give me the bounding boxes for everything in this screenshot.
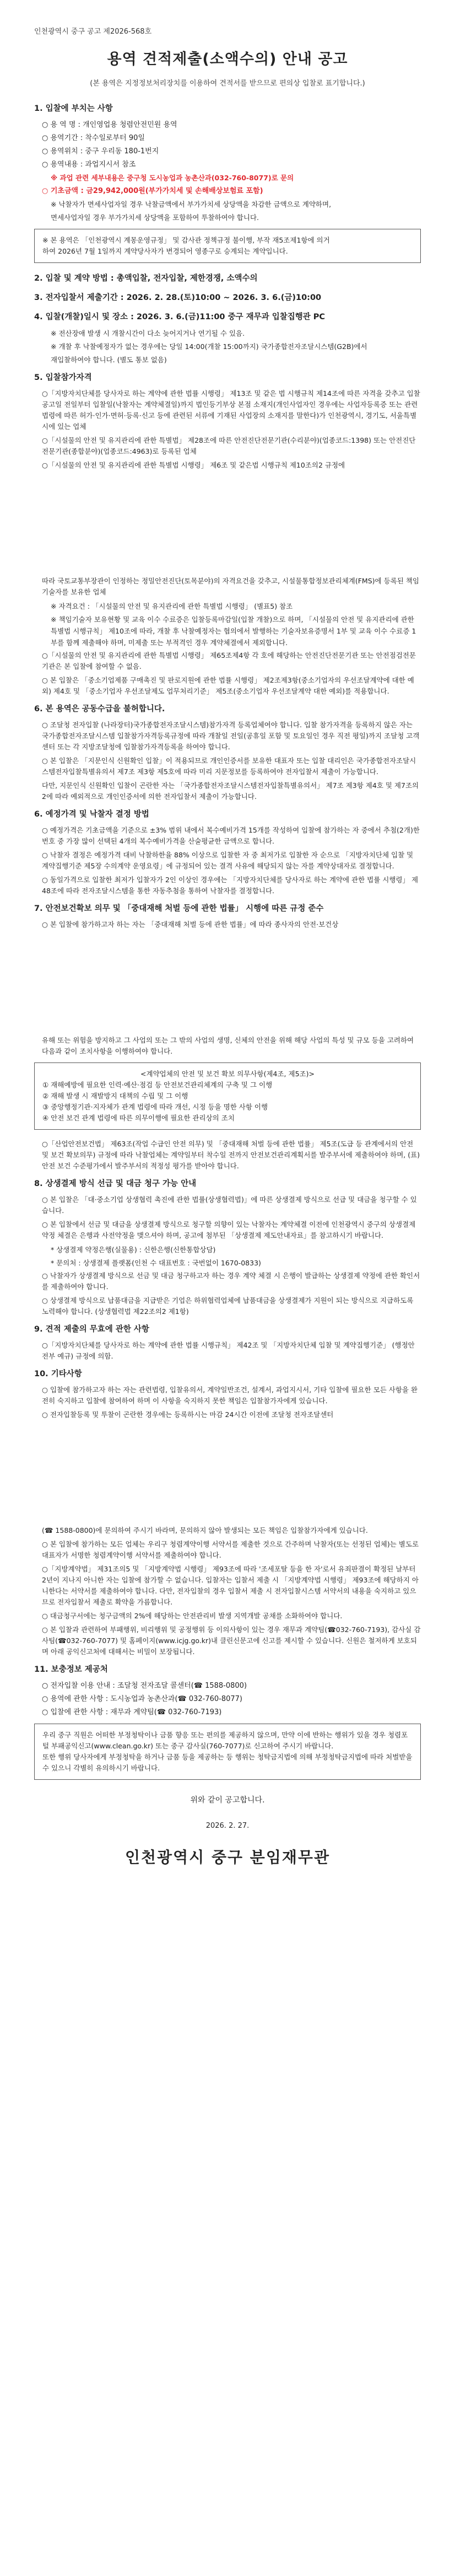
section-10-heading: 10. 기타사항 bbox=[34, 1370, 82, 1378]
doc-intro: (본 용역은 지정정보처리장치를 이용하여 견적서를 받으므로 편의상 입찰로 표기합니다.) bbox=[90, 79, 365, 88]
integrity-line-2: 또한 행위 당사자에게 부정청탁을 하거나 금품 등을 제공하는 등 행위는 청탁금지법에 의해 부정청탁금지법에 따라 처벌받을 수 있으니 각별히 유의하시기 바랍니다. bbox=[42, 1753, 413, 1772]
s6-para-2: ○ 본 입찰은 「지문인식 신원확인 입찰」이 적용되므로 개인인증서를 보유한 대표자 또는 입찰 대리인은 국가종합전자조달시스템전자입찰특별유의서 제7조 제3항 제5호에 따라 미리 지문정보를 등록하여야 전자입찰서 제출이 가능합니다. bbox=[42, 756, 416, 776]
page-gap-2 bbox=[34, 936, 421, 1035]
section-7-continued bbox=[34, 1035, 421, 1057]
s1-note-2: 면세사업자일 경우 부가가치세 상당액을 포함하여 투찰하여야 합니다. bbox=[51, 213, 259, 222]
s6-para-1: ○ 조달청 전자입찰 (나라장터)국가종합전자조달시스템)참가자격 등록업체여야 합니다. 입찰 참가자격을 등록하지 않은 자는 국가종합전자조달시스템 입찰참가자격등록규정에 따라 개찰일 전일(공휴일 포함 및 토요일인 경우 직전 평일)까지 조달청 고객센터 또는 각 지방조달청에 입찰참가자격등록을 하여야 합니다. bbox=[42, 721, 420, 751]
s8-note-2: * 문의처 : 상생결제 플랫폼(인천 수 대표번호 : 국번없이 1670-0833) bbox=[51, 1259, 261, 1267]
s1-item-name: ○ 용 역 명 : 개인영업용 청렴안전민원 용역 bbox=[42, 121, 177, 129]
s1-item-content: ○ 용역내용 : 과업지시서 참조 bbox=[42, 160, 136, 169]
s5-para-2: ○「시설물의 안전 및 유지관리에 관한 특별법」 제28조에 따른 안전진단전문기관(수리분야)(업종코드:1398) 또는 안전진단전문기관(종합분야)(업종코드:4963)로 등록된 업체 bbox=[42, 436, 416, 455]
safety-box-line-4: ④ 안전 보건 관계 법령에 따른 의무이행에 필요한 관리상의 조치 bbox=[42, 1114, 235, 1122]
s1-item-location: ○ 용역위치 : 중구 우리동 180-1번지 bbox=[42, 147, 159, 155]
section-price-body bbox=[34, 825, 421, 897]
s7b-para-2: ○「산업안전보건법」 제63조(작업 수급인 안전 의무) 및 「중대재해 처벌 등에 관한 법률」 제5조(도급 등 관계에서의 안전 및 보건 확보의무) 규정에 따라 낙찰업체는 계약일부터 착수일 전까지 안전보건관리계획서를 발주부서에 제출하여야 하며, (표)안전 보건 수준평가에서 발주부서의 적정성 평가를 받아야 합니다. bbox=[42, 1140, 420, 1170]
section-7-body bbox=[34, 919, 421, 930]
s5-note-2: ※ 책임기술자 보유현황 및 교육 이수 수료증은 입찰등록마감일(입찰 개찰)으로 하며, 「시설물의 안전 및 유지관리에 관한 특별법 시행규칙」 제10조에 따라, 개찰 후 낙찰예정자는 협의에서 발행하는 기술자보유증명서 1부 및 교육 이수 수료증 1부를 함께 제출해야 하며, 미제출 또는 부적격인 경우 계약체결에서 제외합니다. bbox=[51, 615, 416, 647]
announcement-date: 2026. 2. 27. bbox=[205, 1822, 250, 1830]
s10-para-1: ○ 입찰에 참가하고자 하는 자는 관련법령, 입찰유의서, 계약일반조건, 설계서, 과업지시서, 기타 입찰에 필요한 모든 사항을 완전히 숙지하고 입찰에 참여하여 하며 이 사항을 숙지하지 못한 책임은 입찰참가자에게 있습니다. bbox=[42, 1386, 418, 1405]
s10b-para-2: ○ 본 입찰에 참가하는 모든 업체는 우리구 청렴계약이행 서약서를 제출한 것으로 간주하며 낙찰자(또는 선정된 업체)는 별도로 대표자가 서명한 청렴계약이행 서약서를 제출하여야 합니다. bbox=[42, 1540, 419, 1559]
doc-title: 용역 견적제출(소액수의) 안내 공고 bbox=[107, 51, 348, 68]
notice-box-1 bbox=[34, 229, 421, 263]
section-price-heading: 6. 예정가격 및 낙찰자 결정 방법 bbox=[34, 810, 149, 819]
page-gap-3 bbox=[34, 1426, 421, 1525]
section-8-heading: 8. 상생결제 방식 선급 및 대금 청구 가능 안내 bbox=[34, 1179, 197, 1188]
section-6-body bbox=[34, 720, 421, 802]
price-para-1: ○ 예정가격은 기초금액을 기준으로 ±3% 범위 내에서 복수예비가격 15개를 작성하여 입찰에 참가하는 자 중에서 추첨(2개)한 번호 중 가장 많이 선택된 4개의 복수예비가격을 산술평균한 금액으로 합니다. bbox=[42, 826, 420, 845]
section-5-body bbox=[34, 388, 421, 471]
s5-para-4: 따라 국토교통부장관이 인정하는 정밀안전진단(토목분야)의 자격요건을 갖추고, 시설물통합정보관리체계(FMS)에 등록된 책임기술자를 보유한 업체 bbox=[42, 577, 419, 596]
s8-para-3: ○ 낙찰자가 상생결제 방식으로 선금 및 대금 청구하고자 하는 경우 계약 체결 시 은행이 발급하는 상생결제 약정에 관한 확인서를 제출하여야 합니다. bbox=[42, 1271, 420, 1291]
issuing-organization: 인천광역시 중구 분임재무관 bbox=[124, 1848, 331, 1866]
s10b-para-3: ○「지방계약법」 제31조의5 및 「지방계약법 시행령」 제93조에 따라 '조세포탈 등을 한 자'로서 유죄판결이 확정된 날부터 2년이 지나지 아니한 자는 입찰에 참가할 수 없습니다. 입찰자는 입찰서 제출 시 「지방계약법 시행령」 제93조에 해당하지 아니한다는 서약서를 제출하여야 합니다. 다만, 전자입찰의 경우 입찰서 제출 시 전자입찰시스템 서약서의 내용을 숙지하고 있으므로 전자입찰서 제출로 확약을 가름합니다. bbox=[42, 1565, 419, 1606]
doc-number: 인천광역시 중구 공고 제2026-568호 bbox=[34, 28, 152, 36]
safety-box-line-3: ③ 중앙행정기관·지자체가 관계 법령에 따라 개선, 시정 등을 명한 사항 이행 bbox=[42, 1103, 268, 1111]
integrity-line-1: 우리 중구 직원은 어떠한 부정청탁이나 금품 향응 또는 편의를 제공하지 않으며, 만약 이에 반하는 행위가 있을 경우 청렴포털 부패공익신고(www.clean.go.kr) 또는 중구 감사실(760-7077)로 신고하여 주시기 바랍니다. bbox=[42, 1731, 408, 1750]
section-3-heading: 3. 전자입찰서 제출기간 : 2026. 2. 28.(토)10:00 ~ 2026. 3. 6.(금)10:00 bbox=[34, 293, 322, 302]
section-10-continued bbox=[34, 1525, 421, 1657]
s10b-para-1: (☎ 1588-0800)에 문의하여 주시기 바라며, 문의하지 않아 발생되는 모든 책임은 입찰참가자에게 있습니다. bbox=[42, 1526, 368, 1534]
s5-para-3: ○「시설물의 안전 및 유지관리에 관한 특별법 시행령」 제6조 및 같은법 시행규칙 제10조의2 규정에 bbox=[42, 461, 345, 469]
section-2-heading: 2. 입찰 및 계약 방법 : 총액입찰, 전자입찰, 제한경쟁, 소액수의 bbox=[34, 274, 258, 283]
s7-para-1: ○ 본 입찰에 참가하고자 하는 자는 「중대재해 처벌 등에 관한 법률」에 따라 종사자의 안전·보건상 bbox=[42, 920, 339, 929]
s6-para-3: 다만, 지문인식 신원확인 입찰이 곤란한 자는 「국가종합전자조달시스템전자입찰특별유의서」 제7조 제3항 제4호 및 제7조의 2에 따라 예외적으로 개인인증서에 의한 전자입찰서 제출이 가능합니다. bbox=[42, 781, 419, 801]
integrity-box bbox=[34, 1724, 421, 1780]
section-4-heading: 4. 입찰(개찰)일시 및 장소 : 2026. 3. 6.(금)11:00 중구 재무과 입찰집행관 PC bbox=[34, 313, 326, 321]
section-8-body bbox=[34, 1194, 421, 1317]
safety-duties-box bbox=[34, 1062, 421, 1130]
s4-note-3: 재입찰하여야 합니다. (별도 통보 없음) bbox=[51, 356, 167, 364]
section-7-heading: 7. 안전보건확보 의무 및 「중대재해 처벌 등에 관한 법률」 시행에 따른 규정 준수 bbox=[34, 904, 324, 913]
section-5-continued bbox=[34, 576, 421, 697]
section-4-body bbox=[34, 328, 421, 366]
page-gap-1 bbox=[34, 476, 421, 576]
section-1-body bbox=[34, 119, 421, 223]
safety-box-line-1: ① 재해예방에 필요한 인력·예산·점검 등 안전보건관리체계의 구축 및 그 이행 bbox=[42, 1081, 273, 1089]
s5-para-5: ○「시설물의 안전 및 유지관리에 관한 특별법 시행령」 제65조제4항 각 호에 해당하는 안전진단전문기관 또는 안전점검전문기관은 본 입찰에 참여할 수 없음. bbox=[42, 651, 416, 670]
s10b-para-4: ○ 대금청구서에는 청구금액의 2%에 해당하는 안전관리비 발생 지역개발 공채를 소화하여야 합니다. bbox=[42, 1612, 343, 1620]
section-1-heading: 1. 입찰에 부치는 사항 bbox=[34, 104, 113, 113]
section-11-heading: 11. 보충정보 제공처 bbox=[34, 1665, 108, 1674]
section-5-heading: 5. 입찰참가자격 bbox=[34, 373, 92, 382]
s10b-para-5: ○ 본 입찰과 관련하여 부패행위, 비리행위 및 공정행위 등 이의사항이 있는 경우 재무과 계약팀(☎032-760-7193), 감사실 감사팀(☎032-760-7077) 및 홈페이지(www.icjg.go.kr)내 클린신문고에 신고를 제시할 수 있습니다. 신원은 철저하게 보호되며 아래 공익신고처에 대해서는 비밀이 보장됩니다. bbox=[42, 1625, 421, 1656]
s1-note-1: ※ 낙찰자가 면세사업자일 경우 낙찰금액에서 부가가치세 상당액을 차감한 금액으로 계약하며, bbox=[51, 200, 332, 208]
section-11-body bbox=[34, 1680, 421, 1718]
section-10-body bbox=[34, 1384, 421, 1420]
box1-line-2: 하여 2026년 7월 1일까지 계약당사자가 변경되어 영종구로 승계되는 계약입니다. bbox=[42, 247, 288, 255]
contact-bidding: ○ 전자입찰 이용 안내 : 조달청 전자조달 콜센터(☎ 1588-0800) bbox=[42, 1682, 247, 1690]
safety-box-line-2: ② 재해 발생 시 재발방지 대책의 수립 및 그 이행 bbox=[42, 1092, 188, 1100]
contact-service: ○ 용역에 관한 사항 : 도시농업과 농촌산과(☎ 032-760-8077) bbox=[42, 1695, 243, 1703]
s9-para-1: ○「지방자치단체를 당사자로 하는 계약에 관한 법률 시행규칙」 제42조 및 「지방자치단체 입찰 및 계약집행기준」 (행정안전부 예규) 규정에 의함. bbox=[42, 1341, 415, 1360]
box1-line-1: ※ 본 용역은 「인천광역시 계몽운영규정」 및 감사관 정책규정 불이행, 부작 재5조제1항에 의거 bbox=[42, 236, 330, 244]
s10-para-2: ○ 전자입찰등록 및 투찰이 곤란한 경우에는 등록하시는 마감 24시간 이전에 조달청 전자조달센터 bbox=[42, 1410, 334, 1419]
s1-sub-note: ※ 과업 관련 세부내용은 중구청 도시농업과 농촌산과(032-760-8077)로 문의 bbox=[51, 174, 294, 182]
s5-para-1: ○「지방자치단체를 당사자로 하는 계약에 관한 법률 시행령」 제13조 및 같은 법 시행규칙 제14조에 따른 자격을 갖추고 입찰공고일 전일부터 입찰일(낙찰자는 계약체결일)까지 법인등기부상 본점 소재지(개인사업자인 경우에는 사업자등록증 또는 관련 법령에 따른 허가·인가·면허·등록·신고 등에 관련된 서류에 기재된 사업장의 소재지를 말한다)가 인천광역시, 경기도, 서울특별시에 있는 업체 bbox=[42, 389, 420, 431]
price-para-2: ○ 낙찰자 결정은 예정가격 대비 낙찰하한율 88% 이상으로 입찰한 자 중 최저가로 입찰한 자 순으로 「지방자치단체 입찰 및 계약집행기준 제5장 수의계약 운영요령」에 규정되어 있는 결격 사유에 해당되지 않는 자를 계약상대자로 결정합니다. bbox=[42, 851, 414, 870]
closing-statement: 위와 같이 공고합니다. bbox=[190, 1796, 265, 1805]
s5-note-1: ※ 자격요건 : 「시설물의 안전 및 유지관리에 관한 특별법 시행령」 (별표5) 참조 bbox=[51, 602, 293, 610]
s1-item-period: ○ 용역기간 : 착수일로부터 90일 bbox=[42, 134, 145, 142]
s8-note-1: * 상생결제 약정은행(실물용) : 신한은행(신한통합상담) bbox=[51, 1246, 216, 1254]
section-9-body bbox=[34, 1340, 421, 1362]
s8-para-2: ○ 본 입찰에서 선금 및 대금을 상생결제 방식으로 청구할 의향이 있는 낙찰자는 계약체결 이전에 인천광역시 중구의 상생결제 약정 체결은 은행과 사전약정을 맺으셔야 하며, 공고에 첨부된 「상생결제 제도안내자료」를 참고하시기 바랍니다. bbox=[42, 1220, 416, 1239]
contact-contract: ○ 입찰에 관한 사항 : 재무과 계약팀(☎ 032-760-7193) bbox=[42, 1708, 222, 1716]
s5-para-6: ○ 본 입찰은 「중소기업제품 구매촉진 및 판로지원에 관한 법률 시행령」 제2조제3항(중소기업자의 우선조달계약에 대한 예외) 제4호 및 「중소기업자 우선조달제도 업무처리기준」 제5조(중소기업자 우선조달계약 대한 예외)를 적용합니다. bbox=[42, 676, 414, 695]
section-7-more bbox=[34, 1139, 421, 1172]
section-6-heading: 6. 본 용역은 공동수급을 불허합니다. bbox=[34, 705, 165, 713]
s4-note-1: ※ 전산장애 발생 시 개찰시간이 다소 늦어지거나 연기될 수 있음. bbox=[51, 329, 245, 337]
s7b-para-1: 유해 또는 위험을 방지하고 그 사업의 또는 그 밖의 사업의 생명, 신체의 안전을 위해 해당 사업의 특성 및 규모 등을 고려하여 다음과 같이 조치사항을 이행하여야 합니다. bbox=[42, 1036, 414, 1055]
s8-para-1: ○ 본 입찰은 「대·중소기업 상생협력 촉진에 관한 법률(상생협력법)」에 따른 상생결제 방식으로 선급 및 대금을 청구할 수 있습니다. bbox=[42, 1195, 417, 1215]
price-para-3: ○ 동일가격으로 입찰한 최저가 입찰자가 2인 이상인 경우에는 「지방자치단체를 당사자로 하는 계약에 관한 법률 시행령」 제48조에 따라 전자조달시스템을 통한 자동추첨을 통하여 낙찰자를 결정합니다. bbox=[42, 876, 419, 895]
section-9-heading: 9. 견적 제출의 무효에 관한 사항 bbox=[34, 1325, 149, 1334]
s1-budget: ○ 기초금액 : 금29,942,000원(부가가치세 및 손해배상보험료 포함) bbox=[42, 187, 263, 195]
s4-note-2: ※ 개찰 후 낙찰예정자가 없는 경우에는 당일 14:00(개찰 15:00까지) 국가종합전자조달시스템(G2B)에서 bbox=[51, 342, 367, 351]
safety-box-title: <계약업체의 안전 및 보건 확보 의무사항(제4조, 제5조)> bbox=[140, 1070, 315, 1078]
s8-para-4: ○ 상생결제 방식으로 납품대금을 지급받은 기업은 하위협력업체에 납품대금을 상생결제가 지원이 되는 방식으로 지급하도록 노력해야 합니다. (상생협력법 제22조의2 제1항) bbox=[42, 1296, 414, 1316]
